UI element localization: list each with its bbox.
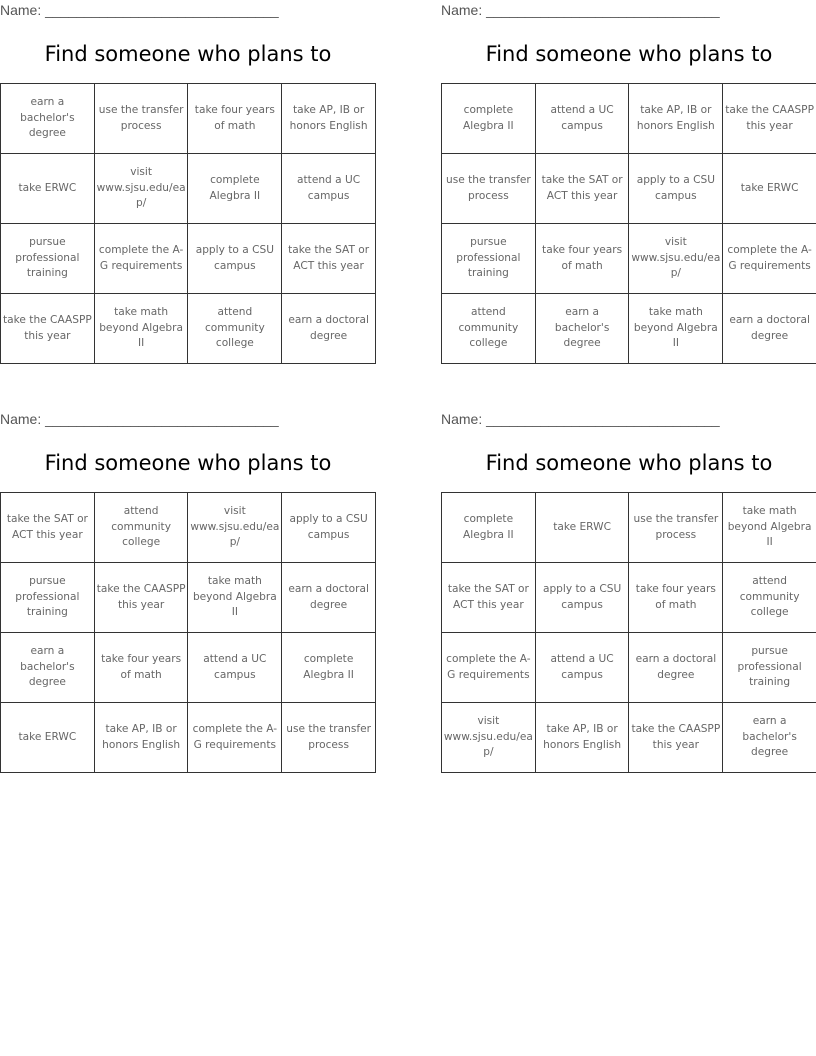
- grid-cell: attend a UC campus: [535, 84, 629, 154]
- grid-cell: complete Alegbra II: [282, 633, 376, 703]
- card-title: Find someone who plans to: [44, 451, 332, 475]
- grid-cell: earn a doctoral degree: [629, 633, 723, 703]
- grid-cell: apply to a CSU campus: [282, 493, 376, 563]
- grid-row: [1, 224, 376, 294]
- grid-cell: attend a UC campus: [535, 633, 629, 703]
- grid-row: [1, 154, 376, 224]
- card-title: Find someone who plans to: [485, 42, 773, 66]
- name-field-label: Name: ______________________________: [441, 2, 720, 18]
- grid-cell: apply to a CSU campus: [535, 563, 629, 633]
- grid-cell: take the SAT or ACT this year: [442, 563, 536, 633]
- grid-cell: pursue professional training: [1, 224, 95, 294]
- grid-cell: use the transfer process: [442, 154, 536, 224]
- grid-cell: attend community college: [188, 294, 282, 364]
- grid-row: [442, 224, 816, 294]
- bingo-grid: [441, 83, 816, 364]
- grid-cell: visit www.sjsu.edu/eap/: [94, 154, 188, 224]
- grid-cell: complete Alegbra II: [442, 493, 536, 563]
- grid-cell: attend community college: [723, 563, 816, 633]
- grid-row: [442, 493, 816, 563]
- grid-row: [442, 703, 816, 773]
- name-field-label: Name: ______________________________: [0, 2, 279, 18]
- grid-cell: use the transfer process: [629, 493, 723, 563]
- grid-cell: take AP, IB or honors English: [535, 703, 629, 773]
- grid-cell: take ERWC: [1, 154, 95, 224]
- grid-cell: take four years of math: [535, 224, 629, 294]
- grid-cell: take AP, IB or honors English: [94, 703, 188, 773]
- grid-cell: complete Alegbra II: [188, 154, 282, 224]
- grid-row: [1, 294, 376, 364]
- grid-cell: use the transfer process: [282, 703, 376, 773]
- grid-cell: earn a doctoral degree: [282, 563, 376, 633]
- grid-cell: earn a doctoral degree: [282, 294, 376, 364]
- grid-cell: take four years of math: [629, 563, 723, 633]
- grid-cell: earn a bachelor's degree: [1, 84, 95, 154]
- grid-cell: pursue professional training: [723, 633, 816, 703]
- bingo-grid: [441, 492, 816, 773]
- card-title: Find someone who plans to: [485, 451, 773, 475]
- grid-cell: visit www.sjsu.edu/eap/: [442, 703, 536, 773]
- grid-cell: complete Alegbra II: [442, 84, 536, 154]
- grid-row: [442, 84, 816, 154]
- grid-cell: take ERWC: [1, 703, 95, 773]
- grid-row: [1, 493, 376, 563]
- grid-cell: pursue professional training: [442, 224, 536, 294]
- grid-cell: attend a UC campus: [282, 154, 376, 224]
- grid-row: [1, 84, 376, 154]
- grid-cell: complete the A-G requirements: [442, 633, 536, 703]
- grid-row: [1, 703, 376, 773]
- grid-cell: use the transfer process: [94, 84, 188, 154]
- name-field-label: Name: ______________________________: [441, 411, 720, 427]
- grid-row: [442, 294, 816, 364]
- grid-cell: take the CAASPP this year: [723, 84, 816, 154]
- bingo-grid: [0, 83, 376, 364]
- grid-cell: attend community college: [442, 294, 536, 364]
- grid-cell: take the CAASPP this year: [629, 703, 723, 773]
- grid-cell: complete the A-G requirements: [94, 224, 188, 294]
- grid-cell: attend a UC campus: [188, 633, 282, 703]
- grid-cell: complete the A-G requirements: [723, 224, 816, 294]
- grid-cell: take math beyond Algebra II: [188, 563, 282, 633]
- grid-cell: take math beyond Algebra II: [629, 294, 723, 364]
- grid-cell: earn a bachelor's degree: [535, 294, 629, 364]
- grid-cell: take math beyond Algebra II: [94, 294, 188, 364]
- grid-row: [1, 633, 376, 703]
- grid-cell: take AP, IB or honors English: [629, 84, 723, 154]
- grid-cell: attend community college: [94, 493, 188, 563]
- grid-cell: visit www.sjsu.edu/eap/: [188, 493, 282, 563]
- grid-cell: take the CAASPP this year: [94, 563, 188, 633]
- grid-cell: take math beyond Algebra II: [723, 493, 816, 563]
- name-field-label: Name: ______________________________: [0, 411, 279, 427]
- grid-row: [1, 563, 376, 633]
- grid-cell: take the SAT or ACT this year: [535, 154, 629, 224]
- bingo-grid: [0, 492, 376, 773]
- grid-cell: apply to a CSU campus: [188, 224, 282, 294]
- grid-cell: take ERWC: [723, 154, 816, 224]
- grid-row: [442, 633, 816, 703]
- grid-cell: pursue professional training: [1, 563, 95, 633]
- grid-cell: earn a bachelor's degree: [723, 703, 816, 773]
- grid-cell: take the SAT or ACT this year: [282, 224, 376, 294]
- grid-cell: earn a doctoral degree: [723, 294, 816, 364]
- grid-cell: earn a bachelor's degree: [1, 633, 95, 703]
- grid-cell: take the SAT or ACT this year: [1, 493, 95, 563]
- grid-cell: take four years of math: [94, 633, 188, 703]
- grid-cell: visit www.sjsu.edu/eap/: [629, 224, 723, 294]
- grid-row: [442, 154, 816, 224]
- grid-cell: complete the A-G requirements: [188, 703, 282, 773]
- grid-cell: apply to a CSU campus: [629, 154, 723, 224]
- grid-cell: take four years of math: [188, 84, 282, 154]
- grid-cell: take ERWC: [535, 493, 629, 563]
- grid-row: [442, 563, 816, 633]
- grid-cell: take the CAASPP this year: [1, 294, 95, 364]
- card-title: Find someone who plans to: [44, 42, 332, 66]
- grid-cell: take AP, IB or honors English: [282, 84, 376, 154]
